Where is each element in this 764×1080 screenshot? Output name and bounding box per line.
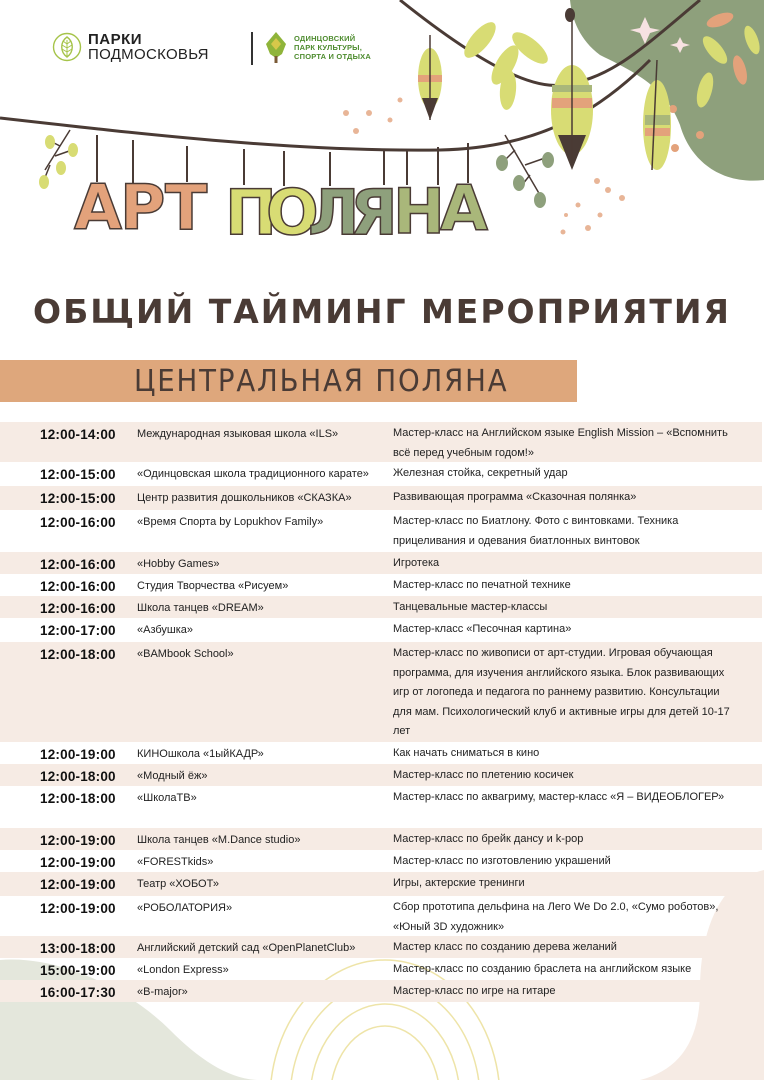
row-time: 12:00-18:00 <box>40 769 116 784</box>
row-time: 12:00-14:00 <box>40 427 116 442</box>
section-title: ЦЕНТРАЛЬНАЯ ПОЛЯНА <box>134 364 509 399</box>
row-organizer: «РОБОЛАТОРИЯ» <box>137 902 233 914</box>
row-organizer: «ШколаТВ» <box>137 792 197 804</box>
parks-logo-line2: ПОДМОСКОВЬЯ <box>88 46 209 63</box>
row-time: 12:00-18:00 <box>40 791 116 806</box>
row-time: 12:00-15:00 <box>40 491 116 506</box>
row-time: 12:00-16:00 <box>40 557 116 572</box>
banner-letter: П <box>225 176 277 249</box>
row-organizer: Английский детский сад «OpenPlanetClub» <box>137 942 356 954</box>
sprig-icon <box>496 135 554 208</box>
row-activity: Мастер-класс по Биатлону. Фото с винтовками. Техника прицеливания и одевания биатлонных винтовок <box>393 515 679 547</box>
row-activity: Игры, актерские тренинги <box>393 877 525 889</box>
row-activity: Мастер-класс по плетению косичек <box>393 769 574 781</box>
row-organizer: «Одинцовская школа традиционного карате» <box>137 468 369 480</box>
odintsovo-logo-line2: ПАРК КУЛЬТУРЫ, <box>294 42 362 52</box>
banner-letter: А <box>440 172 488 245</box>
row-activity: Железная стойка, секретный удар <box>393 467 568 479</box>
row-time: 12:00-15:00 <box>40 467 116 482</box>
row-time: 12:00-18:00 <box>40 647 116 662</box>
schedule-row <box>0 980 762 1002</box>
banner-letter: А <box>74 171 122 244</box>
schedule-row <box>0 642 762 742</box>
schedule-row <box>0 552 762 574</box>
row-activity: Игротека <box>393 557 440 569</box>
parks-logo-line1: ПАРКИ <box>88 31 143 48</box>
sprig-icon <box>39 130 78 189</box>
row-activity: Сбор прототипа дельфина на Лего We Do 2.0, «Сумо роботов», «Юный 3D художник» <box>393 901 719 933</box>
row-organizer: «FORESTkids» <box>137 856 214 868</box>
row-time: 16:00-17:30 <box>40 985 116 1000</box>
feather-icon <box>418 35 442 120</box>
row-activity: Мастер-класс по игре на гитаре <box>393 985 556 997</box>
row-time: 13:00-18:00 <box>40 941 116 956</box>
banner-letter: Т <box>165 171 208 244</box>
odintsovo-park-logo <box>264 30 371 64</box>
tree-icon <box>264 30 288 64</box>
row-activity: Мастер-класс по аквагриму, мастер-класс «Я – ВИДЕОБЛОГЕР» <box>393 791 725 803</box>
row-activity: Мастер-класс по изготовлению украшений <box>393 855 611 867</box>
row-time: 12:00-19:00 <box>40 855 116 870</box>
row-organizer: Центр развития дошкольников «СКАЗКА» <box>137 492 352 504</box>
schedule-row <box>0 828 762 850</box>
leaf-circle-icon <box>52 32 82 62</box>
row-time: 12:00-19:00 <box>40 901 116 916</box>
row-activity: Мастер-класс по созданию браслета на английском языке <box>393 963 692 975</box>
logo-divider <box>251 32 253 65</box>
page-title: ОБЩИЙ ТАЙМИНГ МЕРОПРИЯТИЯ <box>33 292 731 331</box>
schedule-table <box>0 422 762 1002</box>
row-organizer: «B-major» <box>137 986 188 998</box>
row-organizer: Театр «ХОБОТ» <box>137 878 219 890</box>
row-organizer: «Время Спорта by Lopukhov Family» <box>137 516 324 528</box>
schedule-row <box>0 462 762 486</box>
schedule-row <box>0 510 762 552</box>
schedule-row <box>0 596 762 618</box>
row-time: 12:00-17:00 <box>40 623 116 638</box>
row-time: 12:00-16:00 <box>40 579 116 594</box>
banner-letter: Л <box>308 176 360 249</box>
banner-letter: Н <box>393 175 445 248</box>
schedule-row <box>0 618 762 642</box>
odintsovo-logo-line1: ОДИНЦОВСКИЙ <box>294 33 356 43</box>
schedule-row <box>0 422 762 462</box>
row-time: 12:00-19:00 <box>40 833 116 848</box>
row-organizer: «Модный ёж» <box>137 770 208 782</box>
schedule-row <box>0 742 762 764</box>
section-header-band <box>0 360 577 402</box>
row-organizer: Студия Творчества «Рисуем» <box>137 580 289 592</box>
schedule-row <box>0 958 762 980</box>
odintsovo-logo-line3: СПОРТА И ОТДЫХА <box>294 51 371 61</box>
schedule-row <box>0 764 762 786</box>
schedule-row <box>0 850 762 872</box>
schedule-row <box>0 872 762 896</box>
row-organizer: КИНОшкола «1ыйКАДР» <box>137 748 264 760</box>
row-organizer: «BAMbook School» <box>137 648 234 660</box>
schedule-row <box>0 936 762 958</box>
row-activity: Мастер-класс по брейк дансу и k-pop <box>393 833 584 845</box>
row-activity: Мастер класс по созданию дерева желаний <box>393 941 617 953</box>
row-organizer: «Азбушка» <box>137 624 194 636</box>
schedule-row <box>0 786 762 828</box>
row-organizer: Международная языковая школа «ILS» <box>137 428 339 440</box>
schedule-row <box>0 574 762 596</box>
row-time: 12:00-16:00 <box>40 601 116 616</box>
row-activity: Мастер-класс по живописи от арт-студии. Игровая обучающая программа, для изучения английского языка. Блок развивающих игр от логопеда и педагога по раннему развитию. Консультации для мам. Психологический клуб и активные игры для детей 10-17 лет <box>393 647 730 737</box>
row-activity: Танцевальные мастер-классы <box>393 601 548 613</box>
row-organizer: Школа танцев «M.Dance studio» <box>137 834 301 846</box>
schedule-row <box>0 486 762 510</box>
row-organizer: «London Express» <box>137 964 229 976</box>
parks-logo <box>52 32 209 62</box>
banner-letter: Я <box>350 176 398 249</box>
row-activity: Мастер-класс по печатной технике <box>393 579 571 591</box>
row-organizer: Школа танцев «DREAM» <box>137 602 264 614</box>
row-activity: Развивающая программа «Сказочная полянка» <box>393 491 637 503</box>
banner-letter: О <box>266 176 319 249</box>
row-time: 15:00-19:00 <box>40 963 116 978</box>
row-time: 12:00-19:00 <box>40 747 116 762</box>
row-time: 12:00-16:00 <box>40 515 116 530</box>
row-activity: Мастер-класс «Песочная картина» <box>393 623 572 635</box>
row-time: 12:00-19:00 <box>40 877 116 892</box>
row-organizer: «Hobby Games» <box>137 558 220 570</box>
banner-letter: Р <box>120 171 166 244</box>
row-activity: Как начать сниматься в кино <box>393 747 540 759</box>
row-activity: Мастер-класс на Английском языке English Mission – «Вспомнить всё перед учебным годом!» <box>393 427 728 459</box>
schedule-row <box>0 896 762 936</box>
